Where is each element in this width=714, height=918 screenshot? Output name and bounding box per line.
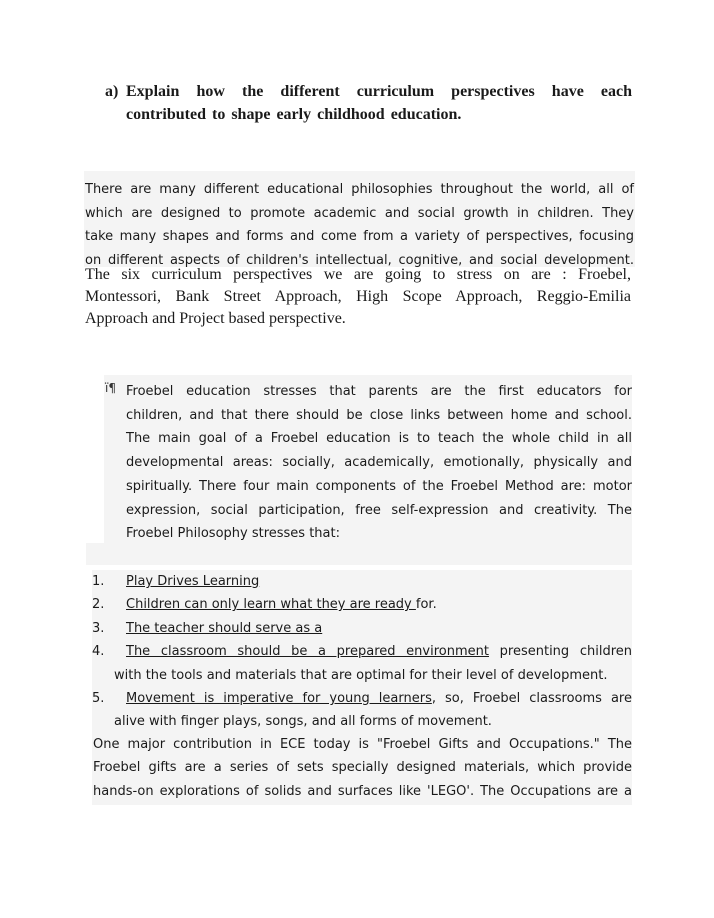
principle-rest: presenting children bbox=[488, 644, 632, 660]
principle-text: The classroom should be a prepared environment bbox=[126, 644, 489, 660]
froebel-bullet bbox=[105, 380, 632, 546]
list-number: 1. bbox=[92, 574, 105, 589]
question-line: contributed to shape early childhood education. bbox=[126, 106, 462, 123]
froebel-line: developmental areas: socially, academically, emotionally, physically and bbox=[126, 455, 632, 471]
intro-line: which are designed to promote academic and social growth in children. They bbox=[85, 205, 634, 221]
list-item bbox=[92, 617, 632, 640]
list-item-continuation bbox=[92, 664, 632, 687]
list-item bbox=[92, 593, 632, 616]
perspectives-line: The six curriculum perspectives we are going to stress on are : Froebel, bbox=[85, 266, 631, 283]
froebel-line: spiritually. There four main components of the Froebel Method are: motor bbox=[126, 478, 632, 494]
principle-continuation: alive with finger plays, songs, and all forms of movement. bbox=[114, 714, 492, 730]
list-number: 2. bbox=[92, 597, 105, 613]
bullet-highlight-tail bbox=[86, 543, 632, 565]
question-line: Explain how the different curriculum perspectives have each bbox=[126, 83, 632, 100]
froebel-line: expression, social participation, free self-expression and creativity. The bbox=[126, 502, 632, 518]
question-label: a) bbox=[105, 83, 119, 100]
list-number: 3. bbox=[92, 620, 105, 636]
principle-text: The teacher should serve as a bbox=[126, 620, 323, 636]
gifts-line: One major contribution in ECE today is "Froebel Gifts and Occupations." The bbox=[93, 737, 632, 752]
bullet-symbol: ï¶ bbox=[105, 381, 116, 395]
froebel-line: Froebel education stresses that parents are the first educators for bbox=[126, 384, 632, 399]
gifts-paragraph bbox=[93, 733, 632, 803]
question-heading bbox=[105, 80, 632, 126]
list-number: 4. bbox=[92, 644, 105, 660]
list-number: 5. bbox=[92, 690, 105, 706]
intro-line: on different aspects of children's intellectual, cognitive, and social development. bbox=[85, 252, 634, 268]
froebel-paragraph bbox=[126, 380, 632, 546]
principle-text: Movement is imperative for young learners bbox=[126, 690, 432, 706]
perspectives-line: Approach and Project based perspective. bbox=[85, 310, 346, 327]
list-item-continuation bbox=[92, 710, 632, 733]
principle-text: Play Drives Learning bbox=[126, 574, 260, 589]
perspectives-paragraph bbox=[85, 264, 631, 330]
gifts-line: hands-on explorations of solids and surfaces like 'LEGO'. The Occupations are a bbox=[93, 783, 632, 799]
froebel-line: Froebel Philosophy stresses that: bbox=[126, 526, 340, 542]
list-item bbox=[92, 687, 632, 710]
gifts-line: Froebel gifts are a series of sets specially designed materials, which provide bbox=[93, 760, 632, 776]
intro-paragraph bbox=[85, 178, 634, 272]
perspectives-line: Montessori, Bank Street Approach, High Scope Approach, Reggio-Emilia bbox=[85, 288, 631, 305]
froebel-line: children, and that there should be close links between home and school. bbox=[126, 407, 632, 423]
froebel-line: The main goal of a Froebel education is to teach the whole child in all bbox=[126, 431, 632, 447]
intro-line: There are many different educational philosophies throughout the world, all of bbox=[85, 182, 634, 197]
principle-text: Children can only learn what they are ready bbox=[126, 597, 416, 613]
list-item bbox=[92, 640, 632, 663]
principles-list bbox=[92, 570, 632, 734]
list-item bbox=[92, 570, 632, 593]
principle-rest: , so, Froebel classrooms are bbox=[431, 690, 632, 706]
principle-continuation: with the tools and materials that are optimal for their level of development. bbox=[114, 667, 608, 683]
intro-line: take many shapes and forms and come from a variety of perspectives, focusing bbox=[85, 229, 634, 244]
principle-rest: for. bbox=[415, 597, 437, 613]
